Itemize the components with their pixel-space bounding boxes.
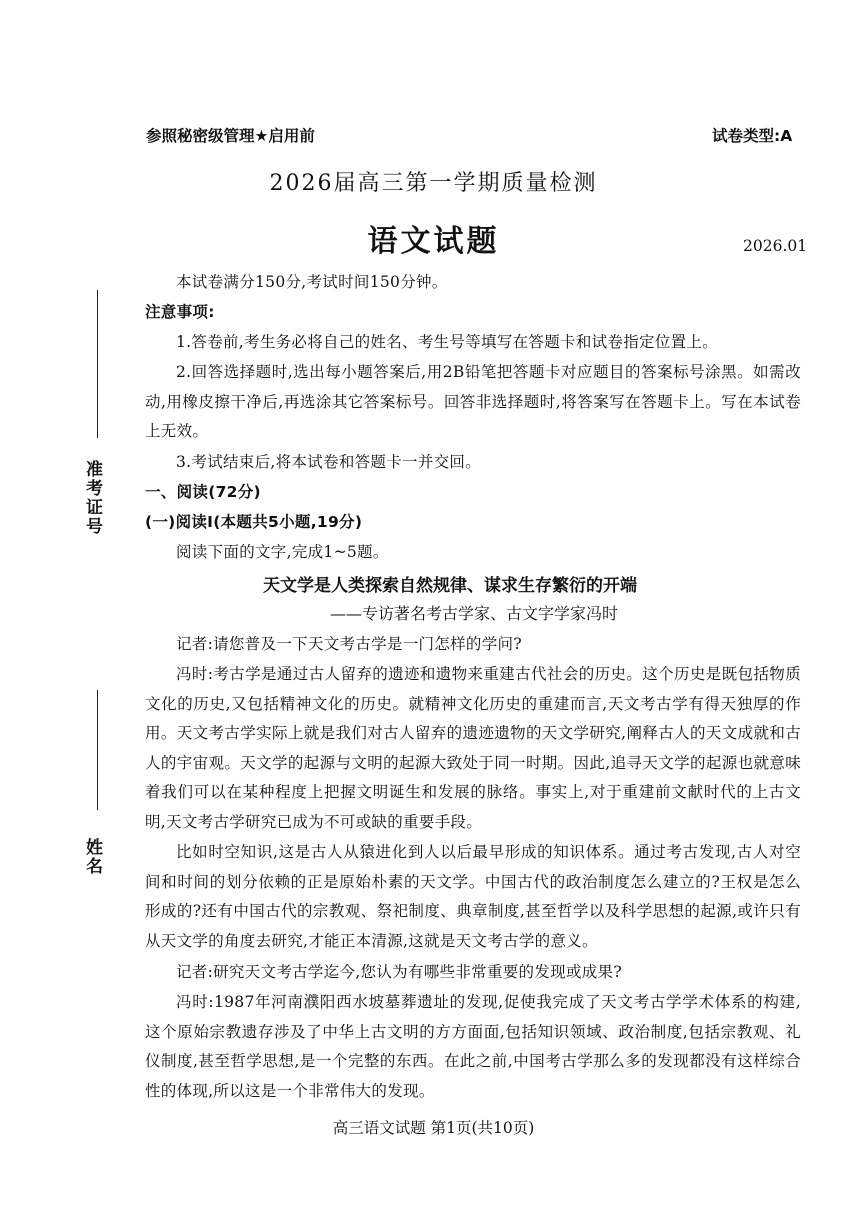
- section-heading: 一、阅读(72分): [145, 483, 261, 501]
- article-title: 天文学是人类探索自然规律、谋求生存繁衍的开端: [263, 576, 637, 596]
- exam-date: 2026.01: [743, 237, 808, 255]
- page-footer: 高三语文试题 第1页(共10页): [332, 1119, 535, 1137]
- name-label: 姓名: [82, 838, 102, 876]
- notes-heading: 注意事项:: [145, 303, 215, 321]
- article-paragraph: 记者:研究天文考古学迄今,您认为有哪些非常重要的发现或成果?: [176, 963, 622, 981]
- note-item: 1.答卷前,考生务必将自己的姓名、考生号等填写在答题卡和试卷指定位置上。: [176, 333, 719, 351]
- article-paragraph: 冯时:考古学是通过古人留弃的遗迹和遗物来重建古代社会的历史。这个历史是既包括物质文化的历史,又包括精神文化的历史。就精神文化历史的重建而言,天文考古学有得天独厚的作用。天文考古学实际上就是我们对古人留弃的遗迹遗物的天文学研究,阐释古人的天文成就和古人的宇宙观。天文学的起源与文明的起源大致处于同一时期。因此,追寻天文学的起源也就意味着我们可以在某种程度上把握文明诞生和发展的脉络。事实上,对于重建前文献时代的上古文明,天文考古学研究已成为不可或缺的重要手段。: [145, 665, 801, 831]
- article-paragraph: 冯时:1987年河南濮阳西水坡墓葬遗址的发现,促使我完成了天文考古学学术体系的构建,这个原始宗教遗存涉及了中华上古文明的方方面面,包括知识领域、政治制度,包括宗教观、礼仪制度,甚至哲学思想,是一个完整的东西。在此之前,中国考古学那么多的发现都没有这样综合性的体现,所以这是一个非常伟大的发现。: [145, 993, 801, 1100]
- name-line: [97, 690, 98, 810]
- exam-number-line: [97, 290, 98, 438]
- note-item: 3.考试结束后,将本试卷和答题卡一并交回。: [176, 453, 482, 471]
- article-paragraph: 记者:请您普及一下天文考古学是一门怎样的学问?: [176, 635, 522, 653]
- article-paragraph: 比如时空知识,这是古人从猿进化到人以后最早形成的知识体系。通过考古发现,古人对空间和时间的划分依赖的正是原始朴素的天文学。中国古代的政治制度怎么建立的?王权是怎么形成的?还有中国古代的宗教观、祭祀制度、典章制度,甚至哲学以及科学思想的起源,或许只有从天文学的角度去研究,才能正本清源,这就是天文考古学的意义。: [145, 843, 801, 950]
- subject-title: 语文试题: [367, 224, 500, 259]
- confidentiality-label: 参照秘密级管理★启用前: [146, 127, 315, 145]
- exam-number-label: 准考证号: [82, 460, 102, 536]
- section-subheading: (一)阅读Ⅰ(本题共5小题,19分): [145, 513, 363, 531]
- score-time-text: 本试卷满分150分,考试时间150分钟。: [176, 273, 448, 291]
- paper-type-label: 试卷类型:A: [712, 127, 793, 145]
- article-subtitle: ——专访著名考古学家、古文字学家冯时: [330, 604, 619, 623]
- note-item: 2.回答选择题时,选出每小题答案后,用2B铅笔把答题卡对应题目的答案标号涂黑。如需改动,用橡皮擦干净后,再选涂其它答案标号。回答非选择题时,将答案写在答题卡上。写在本试卷上无效。: [145, 363, 801, 440]
- exam-title: 2026届高三第一学期质量检测: [269, 171, 598, 196]
- reading-instruction: 阅读下面的文字,完成1~5题。: [176, 543, 389, 561]
